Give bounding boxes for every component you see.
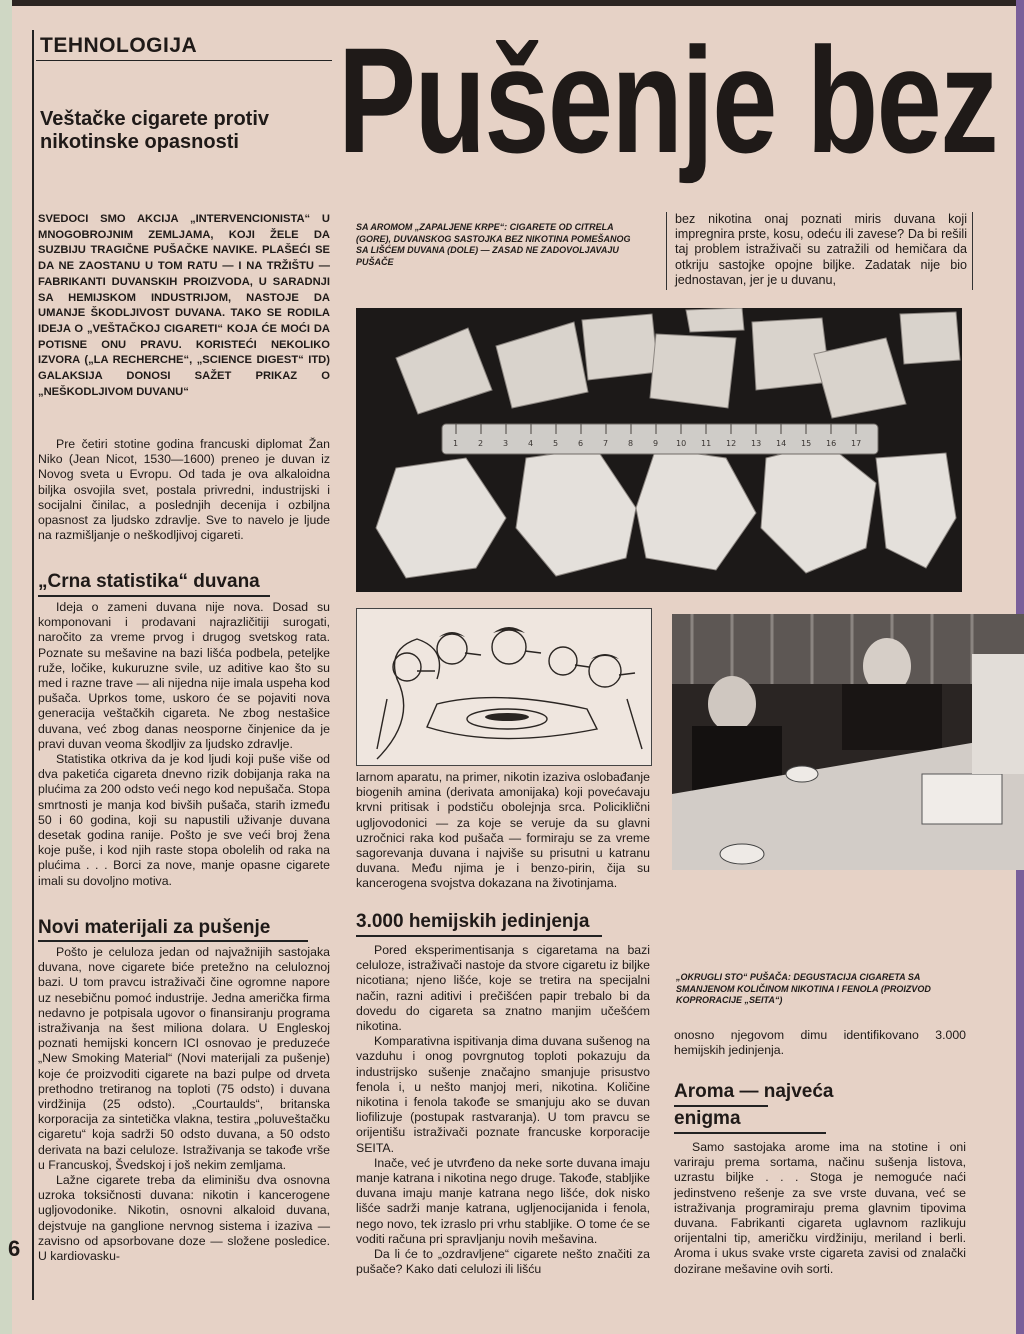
statistics-paragraph-1: Ideja o zameni duvana nije nova. Dosad su komponovani i prodavani najrazličitiji surogati, naročito za vreme prvog i drugog svetskog rata. Poznate su mešavine na bazi lišća podbela, peteljke ruže, ločike, kukuruzne svile, uz aditive kao što su med i razne trave — ali nijedna nije imala uspeha kod pušača. Uprkos tome, uskoro će se pojaviti nova generacija veštačkih cigareta. Ne zbog nestašice duvana, već zbog danas neosporne činjenice da je pravi duvan veoma škodljiv za ljudsko zdravlje. bbox=[38, 600, 330, 751]
materials-block bbox=[38, 945, 330, 1264]
ruler-number: 17 bbox=[851, 439, 862, 448]
statistics-paragraph-2: Statistika otkriva da je kod ljudi koji puše više od dva paketića cigareta dnevno rizik dobijanja raka na plućima za 200 odsto veći nego kod nepušača. Stopa smrtnosti je manja kod bivših pušača, starih između 50 i 60 godina, koji su napustili uživanje duvana desetak godina ranije. Pošto je sve veći broj žena koje puše, i kod njih raste stopa obolelih od raka na plućima . . . Borci za nove, manje opasne cigarete imali su dovoljno motiva. bbox=[38, 752, 330, 888]
photo-caption-round-table: „OKRUGLI STO“ PUŠAČA: DEGUSTACIJA CIGARETA SA SMANJENOM KOLIČINOM NIKOTINA I FENOLA (PROIZVOD KOPRORACIJE „SEITA“) bbox=[676, 972, 931, 1005]
subheading-rule bbox=[356, 935, 602, 937]
text-rule-right bbox=[972, 212, 973, 290]
left-margin-rule bbox=[32, 30, 34, 1300]
cigarette-samples-photo bbox=[356, 308, 962, 592]
photo-caption-cigarettes: SA AROMOM „ZAPALJENE KRPE“: CIGARETE OD CITRELA (GORE), DUVANSKOG SASTOJKA BEZ NIKOTINA POMEŠANOG SA LIŠĆEM DUVANA (DOLE) — ZASAD NE ZADOVOLJAVAJU PUŠAČE bbox=[356, 222, 631, 267]
ruler-number: 3 bbox=[503, 439, 509, 448]
ruler-number: 11 bbox=[701, 439, 712, 448]
ruler-number: 13 bbox=[751, 439, 762, 448]
chemistry-paragraph-1: Pored eksperimentisanja s cigaretama na bazi celuloze, istraživači nastoje da stvore cigaretu iz biljke nicotiana; njeno lišće, koje se tretira na specijalni način, razni aditivi i prečišćen papir trebalo bi da dovedu do cigareta sa znatno manjim učešćem nikotina. bbox=[356, 943, 650, 1034]
chemistry-paragraph-3: Inače, već je utvrđeno da neke sorte duvana imaju manje katrana i nikotina nego druge. Takođe, stabljike duvana imaju manje katrana nego lišće, dok nisko lišće sadrži manje katrana, ugljenocijanida i fenola, nego novo, tek izraslo pri vrhu stabljike. O tome će se voditi računa pri spravljanju novih mešavina. bbox=[356, 1155, 650, 1246]
kicker: Veštačke cigarete protiv nikotinske opasnosti bbox=[40, 108, 270, 153]
subheading-rule bbox=[674, 1105, 768, 1107]
ruler-number: 2 bbox=[478, 439, 484, 448]
subheading-rule bbox=[674, 1132, 826, 1134]
top-right-paragraph bbox=[675, 212, 967, 288]
ruler-number: 6 bbox=[578, 439, 584, 448]
intro-paragraph bbox=[38, 437, 330, 543]
materials-paragraph-2: Lažne cigarete treba da eliminišu dva osnovna uzroka toksičnosti duvana: nikotin i kancerogene ugljovodonike. Nikotin, osnovni alkaloid duvana, dejstvuje na ganglione nervnog sistema i izaziva — zavisno od apsorbovane doze — složene posledice. U kardiovasku- bbox=[38, 1173, 330, 1264]
subheading-rule bbox=[38, 595, 270, 597]
section-rule bbox=[36, 60, 332, 61]
ruler-number: 10 bbox=[676, 439, 687, 448]
subheading-aroma: Aroma — najveća enigma bbox=[674, 1081, 834, 1129]
materials-paragraph-1: Pošto je celuloza jedan od najvažnijih sastojaka duvana, nove cigarete biće pretežno na celuloznoj bazi. U tom pravcu istraživači čine ogromne napore uz nesebičnu pomoć industrije. Jedna američka firma nedavno je potpisala ugovor o finansiranju programa istraživanja na šest miliona dolara. U Engleskoj poznati hemijski koncern ICI osnovao je preduzeće „New Smoking Material“ (Novi materijali za pušenje) koje će proizvoditi cigarete na bazi pulpe od drveta prethodno tretiranog na toploti (75 odsto) i duvana virdžinija (25 odsto). „Courtaulds“, britanska korporacija za sintetička vlakna, testira „poluveštačku cigaretu“ koja sadrži 50 odsto duvana, a 50 odsto derivata na bazi celuloze. Istraživanja se takođe vrše u Francuskoj, Švedskoj i još nekim zemljama. bbox=[38, 945, 330, 1172]
subheading-novi-materijali: Novi materijali za pušenje bbox=[38, 917, 271, 938]
ruler-number: 1 bbox=[453, 439, 459, 448]
chemistry-paragraph-2: Komparativna ispitivanja dima duvana sušenog na vazduhu i onog povrgnutog toploti pokazuju da industrijsko sušenje značajno smanjuje prisustvo fenola i, u nešto manjoj meri, nikotina. Količine nikotina i fenola takođe se smanjuju ako se duvan liofilizuje (postupak rastvaranja). U tom pravcu se orijentišu istraživači poznate francuske korporacije SEITA. bbox=[356, 1034, 650, 1155]
ruler-number: 12 bbox=[726, 439, 737, 448]
right-column-text: onosno njegovom dimu identifikovano 3.000 hemijskih jedinjenja. bbox=[674, 1028, 966, 1058]
statistics-block bbox=[38, 600, 330, 889]
intro-text: Pre četiri stotine godina francuski diplomat Žan Niko (Jean Nicot, 1530—1600) preneo je duvan iz Novog sveta u Evropu. Od tada je ova alkaloidna biljka osvojila svet, postala privredni, industrijski i socijalni činilac, a poslednjih decenija i ozbiljna opasnost za ljudsko zdravlje. Sve to navelo je ljude na razmišljanje o neškodljivoj cigareti. bbox=[38, 437, 330, 543]
middle-column-text: larnom aparatu, na primer, nikotin izaziva oslobađanje biogenih amina (derivata amonijaka) koji povećavaju krvni pritisak i podstiču obolejnja srca. Policiklični ugljovodonici — za koje se veruje da su glavni uzročnici raka kod pušača — formiraju se za vreme sagorevanja duvana i najviše su prisutni u katranu duvana. Među njima je i benzo-pirin, čija su kancerogena svojstva dokazana na životinjama. bbox=[356, 770, 650, 891]
top-right-text: bez nikotina onaj poznati miris duvana koji impregnira prste, kosu, odeću ili zavese? Da bi rešili taj problem istraživači su zatražili od hemičara da otkriju sastojke opojne biljke. Zadatak nije bio jednostavan, jer je u duvanu, bbox=[675, 212, 967, 287]
ruler-number: 4 bbox=[528, 439, 534, 448]
left-page-edge bbox=[0, 0, 12, 1334]
aroma-block bbox=[674, 1140, 966, 1277]
ruler-number: 9 bbox=[653, 439, 659, 448]
section-label: TEHNOLOGIJA bbox=[40, 34, 198, 57]
round-table-photo bbox=[672, 614, 1024, 870]
top-border bbox=[0, 0, 1024, 6]
smokers-cartoon bbox=[356, 608, 652, 766]
ruler-number: 15 bbox=[801, 439, 812, 448]
ruler-number: 7 bbox=[603, 439, 609, 448]
ruler-number: 5 bbox=[553, 439, 559, 448]
middle-column-paragraph bbox=[356, 770, 650, 892]
subheading-hemijska-jedinjenja: 3.000 hemijskih jedinjenja bbox=[356, 911, 590, 932]
ruler-number: 16 bbox=[826, 439, 837, 448]
ruler-number: 14 bbox=[776, 439, 787, 448]
chemistry-paragraph-4: Da li će to „ozdravljene“ cigarete nešto značiti za pušače? Kako dati celulozi ili lišću bbox=[356, 1247, 650, 1277]
chemistry-block bbox=[356, 943, 650, 1277]
round-table-photo-image bbox=[672, 614, 1024, 870]
ruler-number: 8 bbox=[628, 439, 634, 448]
headline: Pušenje bez bbox=[338, 16, 998, 184]
right-column-paragraph bbox=[674, 1028, 966, 1058]
smokers-cartoon-drawing bbox=[357, 609, 651, 765]
subheading-crna-statistika: „Crna statistika“ duvana bbox=[38, 571, 260, 592]
cigarette-samples-photo-image bbox=[356, 308, 962, 592]
subheading-rule bbox=[38, 940, 308, 942]
page-number: 6 bbox=[8, 1236, 21, 1261]
aroma-paragraph: Samo sastojaka arome ima na stotine i oni variraju prema sortama, načinu sušenja listova, uzrastu biljke . . . Stoga je nemoguće naći jedinstveno rešenje za sve vrste duvana, već se istraživanja programiraju prema glavnim tipovima duvana. Fabrikanti cigareta uglavnom razlikuju orijentalni tip, američku virdžiniju, meriland i berli. Aroma i ukus svake vrste cigareta zavisi od znalački dozirane mešavine ovih sorti. bbox=[674, 1140, 966, 1276]
text-rule-left bbox=[666, 212, 667, 290]
lead-paragraph: SVEDOCI SMO AKCIJA „INTERVENCIONISTA“ U MNOGOBROJNIM ZEMLJAMA, KOJI ŽELE DA SUZBIJU TRAGIČNE PUŠAČKE NAVIKE. PLAŠEĆI SE DA NE ZAOSTANU U TOM RATU — I NA TRŽIŠTU — FABRIKANTI DUVANSKIH PROIZVODA, U SARADNJI SA HEMIJSKOM INDUSTRIJOM, NASTOJE DA UMANJE ŠKODLJIVOST DUVANA. TAKO SE RODILA IDEJA O „VEŠTAČKOJ CIGARETI“ KOJA ĆE MOĆI DA POTISNE ONU PRAVU. KORISTEĆI NEKOLIKO IZVORA („LA RECHERCHE“, „SCIENCE DIGEST“ ITD) GALAKSIJA DONOSI SAŽET PRIKAZ O „NEŠKODLJIVOM DUVANU“ bbox=[38, 213, 330, 398]
